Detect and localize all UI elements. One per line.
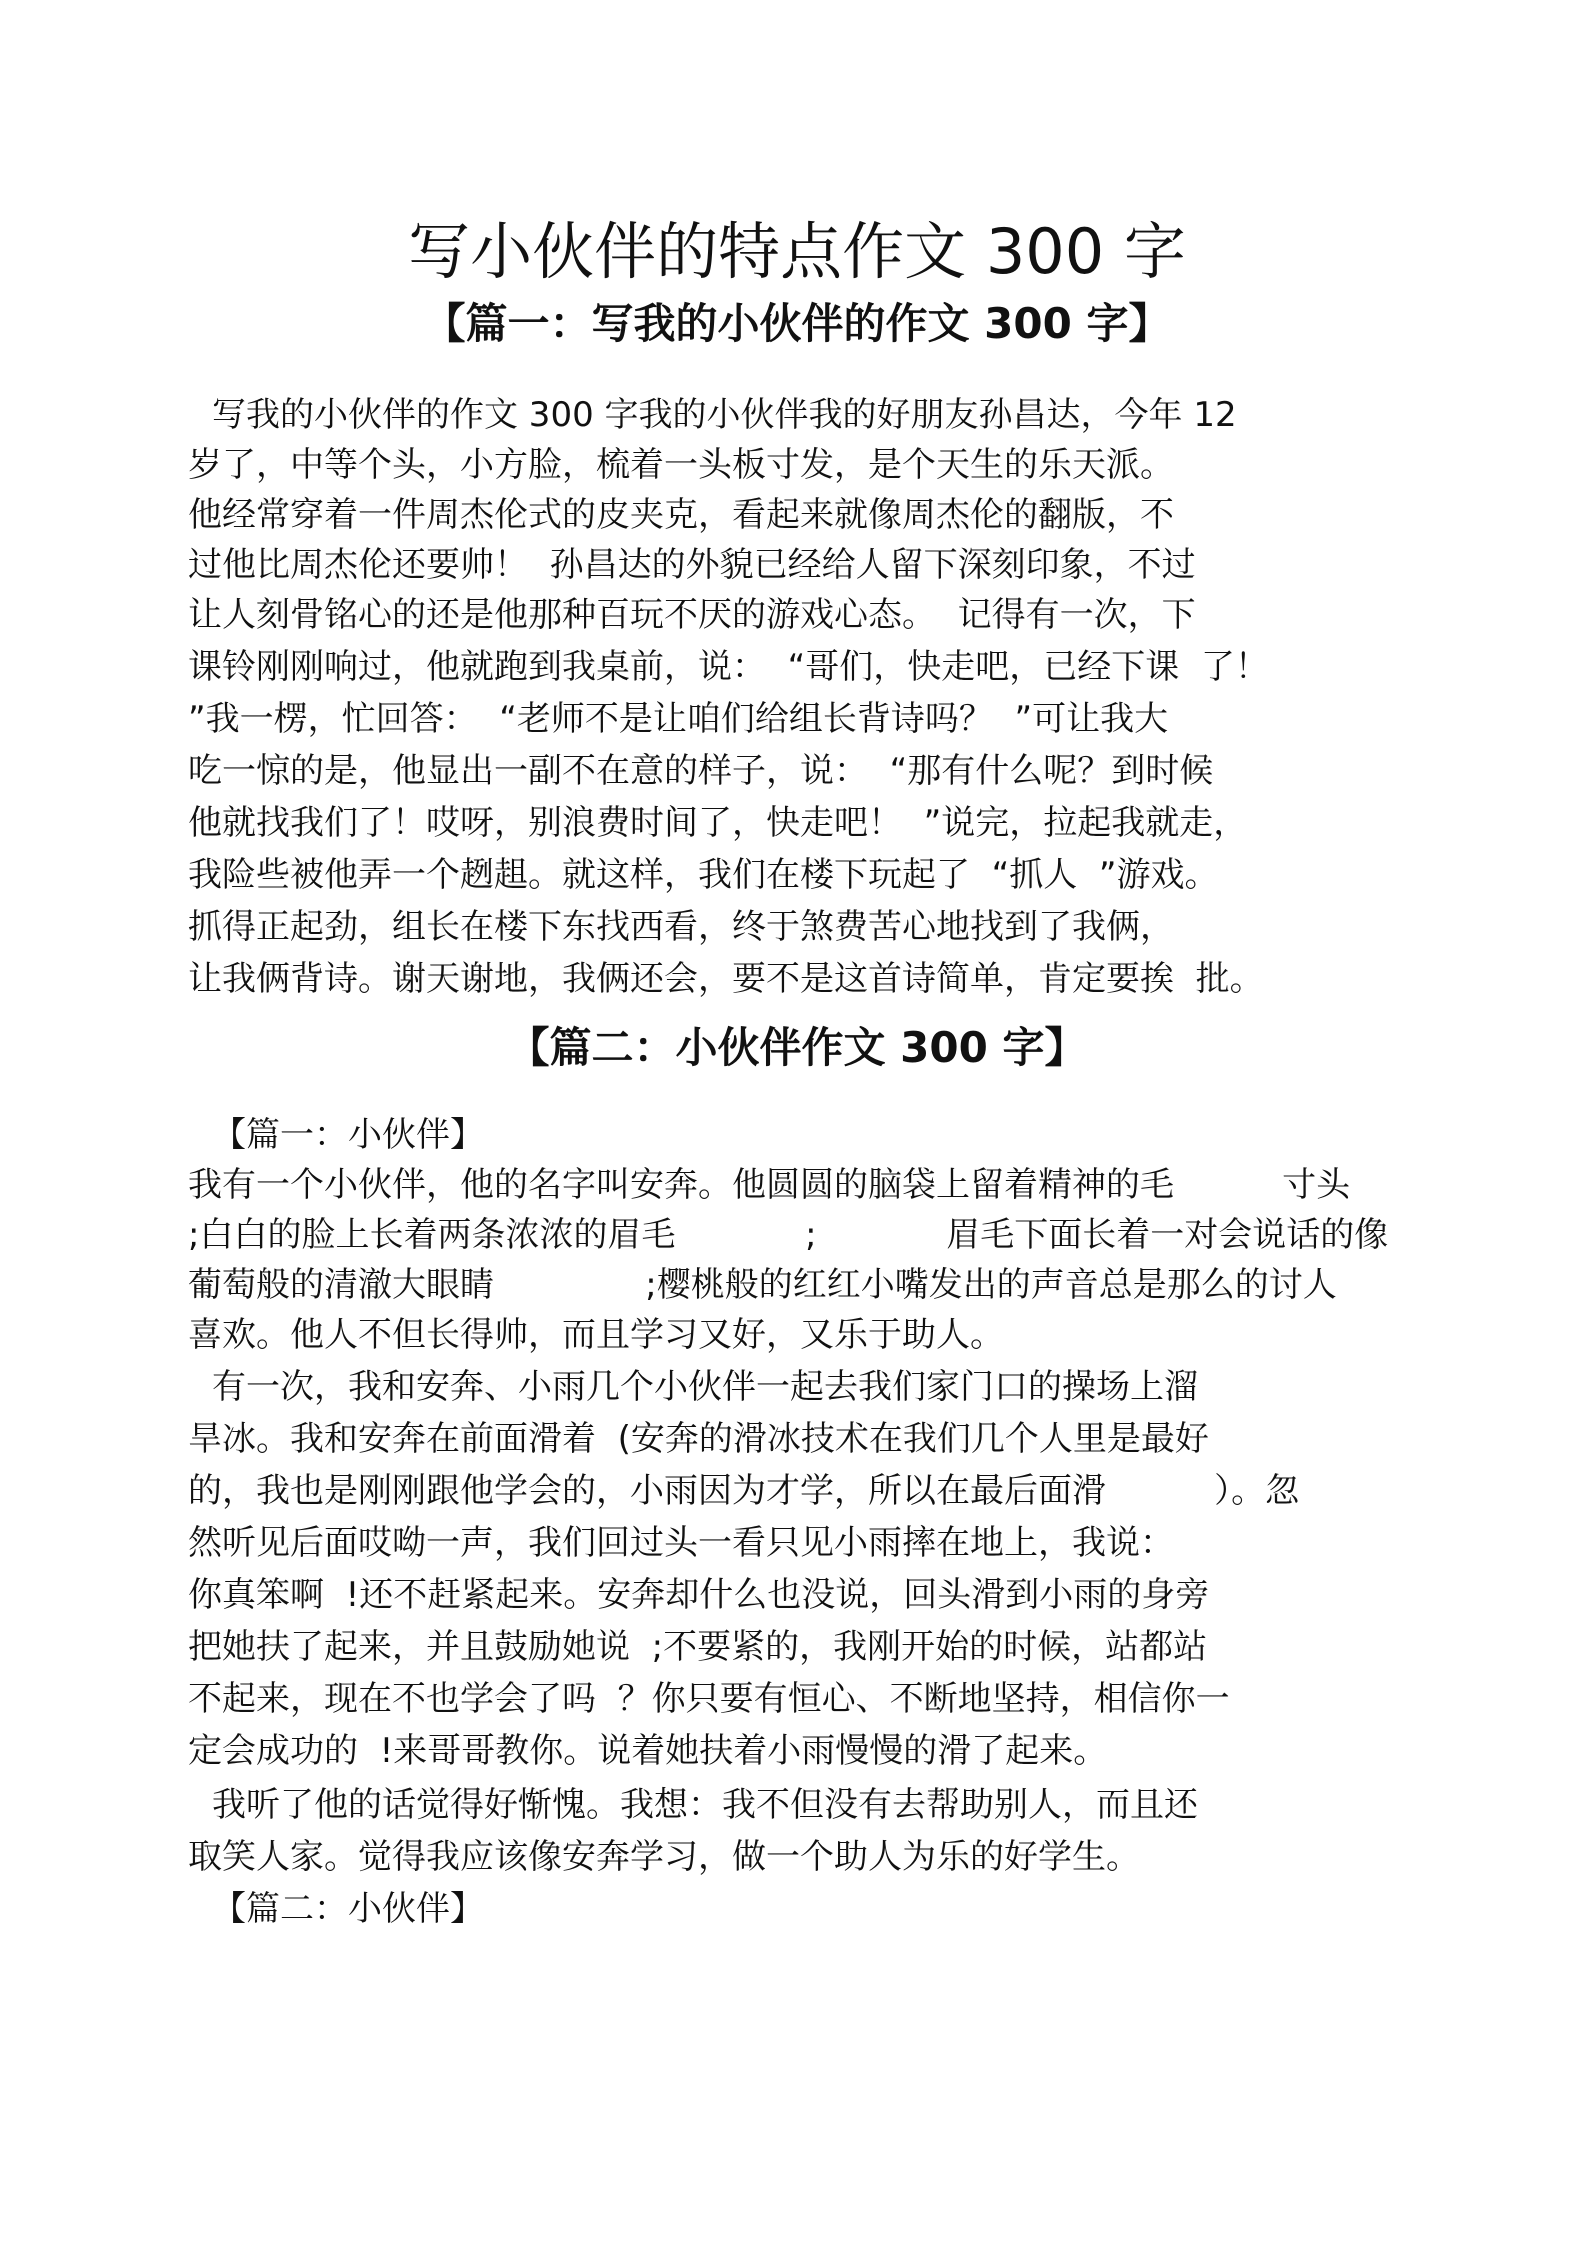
section1-line: 我险些被他弄一个趔趄。就这样，我们在楼下玩起了 “抓人 ”游戏。 — [188, 855, 1219, 895]
section1-line: 课铃刚刚响过，他就跑到我桌前，说： “哥们，快走吧，已经下课 了！ — [188, 647, 1269, 687]
section2-line: 定会成功的 !来哥哥教你。说着她扶着小雨慢慢的滑了起来。 — [188, 1731, 1108, 1771]
section2-line: 的，我也是刚刚跟他学会的，小雨因为才学，所以在最后面滑 ）。忽 — [188, 1471, 1300, 1511]
section1-line: 岁了，中等个头，小方脸，梳着一头板寸发，是个天生的乐天派。 — [188, 445, 1174, 485]
section2-line: 你真笨啊 !还不赶紧起来。安奔却什么也没说，回头滑到小雨的身旁 — [188, 1575, 1210, 1615]
section1-line: 让我俩背诗。谢天谢地，我俩还会，要不是这首诗简单，肯定要挨 批。 — [188, 959, 1264, 999]
section2-line: 取笑人家。觉得我应该像安奔学习，做一个助人为乐的好学生。 — [188, 1837, 1140, 1877]
section1-line: 写我的小伙伴的作文 300 字我的小伙伴我的好朋友孙昌达，今年 12 — [212, 395, 1237, 435]
section1-heading: 【篇一：写我的小伙伴的作文 300 字】 — [423, 299, 1171, 348]
section2-line: 【篇一：小伙伴】 — [212, 1115, 484, 1155]
section2-line: 然听见后面哎呦一声，我们回过头一看只见小雨摔在地上，我说： — [188, 1523, 1174, 1563]
section1-line: 他就找我们了！哎呀，别浪费时间了，快走吧！ ”说完，拉起我就走， — [188, 803, 1248, 843]
section2-line: 【篇二：小伙伴】 — [212, 1889, 484, 1929]
section1-line: 让人刻骨铭心的还是他那种百玩不厌的游戏心态。 记得有一次，下 — [188, 595, 1196, 635]
section1-line: ”我一楞，忙回答： “老师不是让咱们给组长背诗吗？ ”可让我大 — [188, 699, 1169, 739]
section2-heading: 【篇二：小伙伴作文 300 字】 — [507, 1023, 1087, 1072]
section1-line: 吃一惊的是，他显出一副不在意的样子，说： “那有什么呢？到时候 — [188, 751, 1214, 791]
section1-line: 他经常穿着一件周杰伦式的皮夹克，看起来就像周杰伦的翻版，不 — [188, 495, 1174, 535]
section2-line: 我听了他的话觉得好惭愧。我想：我不但没有去帮助别人，而且还 — [212, 1785, 1198, 1825]
section2-line: 把她扶了起来，并且鼓励她说 ;不要紧的，我刚开始的时候，站都站 — [188, 1627, 1208, 1667]
section1-line: 抓得正起劲，组长在楼下东找西看，终于煞费苦心地找到了我俩， — [188, 907, 1174, 947]
section2-line: 不起来，现在不也学会了吗 ？你只要有恒心、不断地坚持，相信你一 — [188, 1679, 1230, 1719]
section2-line: 我有一个小伙伴，他的名字叫安奔。他圆圆的脑袋上留着精神的毛 寸头 — [188, 1165, 1351, 1205]
section2-line: 有一次，我和安奔、小雨几个小伙伴一起去我们家门口的操场上溜 — [212, 1367, 1198, 1407]
section2-line: 葡萄般的清澈大眼睛 ;樱桃般的红红小嘴发出的声音总是那么的讨人 — [188, 1265, 1337, 1305]
document-title: 写小伙伴的特点作文 300 字 — [408, 215, 1186, 288]
section2-line: ;白白的脸上长着两条浓浓的眉毛 ; 眉毛下面长着一对会说话的像 — [188, 1215, 1389, 1255]
section2-line: 喜欢。他人不但长得帅，而且学习又好，又乐于助人。 — [188, 1315, 1004, 1355]
section2-line: 旱冰。我和安奔在前面滑着 (安奔的滑冰技术在我们几个人里是最好 — [188, 1419, 1209, 1459]
section1-line: 过他比周杰伦还要帅！ 孙昌达的外貌已经给人留下深刻印象，不过 — [188, 545, 1196, 585]
